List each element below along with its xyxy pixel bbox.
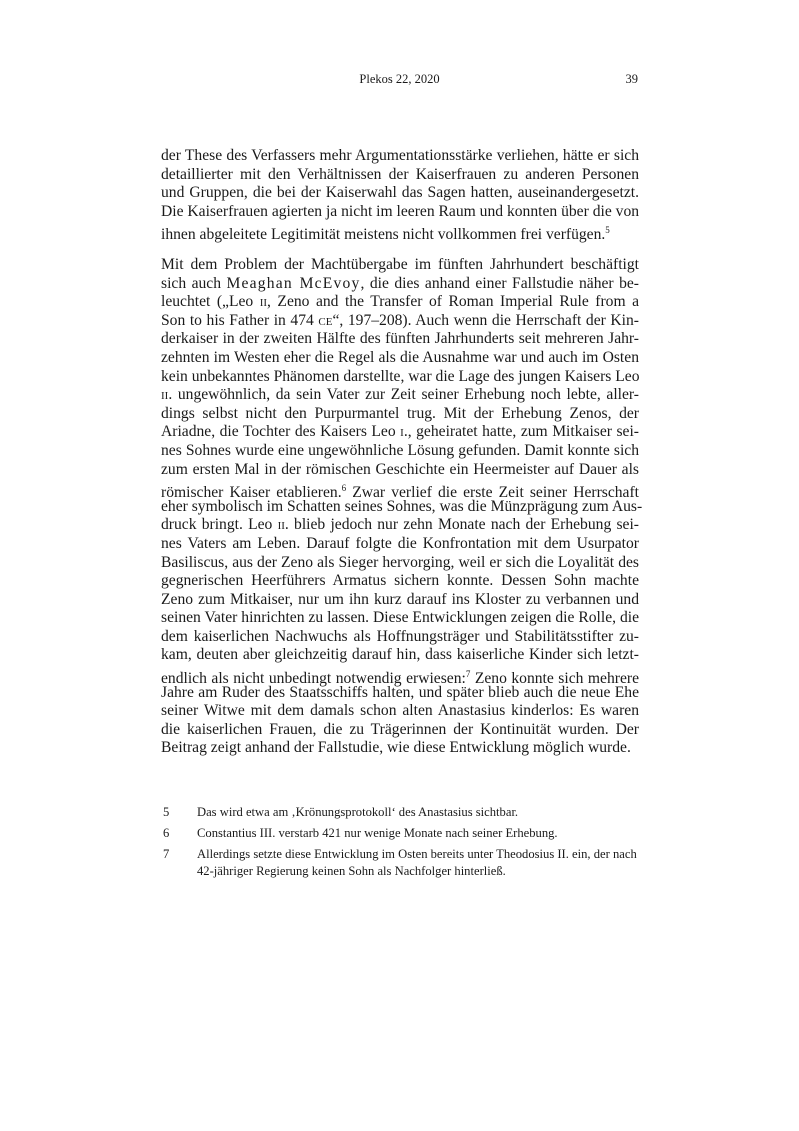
footnote-text: Das wird etwa am ‚Krönungsprotokoll‘ des Anastasius sichtbar. [197, 805, 519, 819]
text-segment: ihnen abgeleitete Legitimität meistens nicht vollkommen frei verfügen. [161, 226, 606, 244]
text-segment: zehnten im Westen eher die Regel als die Ausnahme war und auch im Osten [161, 348, 639, 366]
text-line [161, 349, 639, 368]
small-caps-text: ii [161, 386, 169, 404]
text-segment: “, 197–208). Auch wenn die Herrschaft der Kin- [332, 311, 639, 329]
text-segment: derkaiser in der zweiten Hälfte des fünften Jahrhunderts seit mehreren Jahr- [161, 330, 639, 348]
text-line [161, 497, 643, 517]
footnote-7 [161, 846, 639, 880]
text-line [161, 646, 639, 665]
footnote-text: Allerdings setzte diese Entwicklung im Osten bereits unter Theodosius II. ein, der nach 42-jähriger Regierung keinen Sohn als Nachfolger hinterließ. [197, 847, 637, 878]
text-line [161, 721, 639, 740]
author-name: Meaghan McEvoy [226, 274, 361, 292]
footnote-number: 5 [163, 805, 170, 819]
text-line [161, 293, 639, 312]
text-line [161, 312, 639, 331]
text-segment: Zeno zum Mitkaiser, nur um ihn kurz darauf ins Kloster zu verbannen und [161, 590, 639, 608]
text-segment: die kaiserlichen Frauen, die zu Trägerinnen der Kontinuität wurden. Der [161, 720, 639, 738]
text-segment: Beitrag zeigt anhand der Fallstudie, wie diese Entwicklung möglich wurde. [161, 739, 631, 757]
text-line [161, 461, 639, 480]
text-segment: kein unbekanntes Phänomen darstellte, war die Lage des jungen Kaisers Leo [161, 367, 640, 385]
text-segment: kam, deuten aber gleichzeitig darauf hin, dass kaiserliche Kinder sich letzt- [161, 646, 639, 664]
text-line [161, 184, 639, 203]
text-segment: und Gruppen, die bei der Kaiserwahl das Sagen hatten, auseinandergesetzt. [161, 184, 639, 202]
text-segment: nes Vaters am Leben. Darauf folgte die Konfrontation mit dem Usurpator [161, 534, 639, 552]
text-line [161, 221, 639, 244]
text-line [161, 330, 639, 349]
text-segment: Son to his Father in 474 [161, 311, 319, 329]
footnote-text: Constantius III. verstarb 421 nur wenige Monate nach seiner Erhebung. [197, 826, 558, 840]
text-line [161, 368, 639, 387]
text-segment: gegnerischen Heerführers Armatus sichern konnte. Dessen Sohn machte [161, 572, 639, 590]
footnotes [161, 804, 639, 884]
text-line [161, 147, 639, 166]
text-segment: seiner Witwe mit dem damals schon alten Anastasius kinderlos: Es waren [161, 702, 639, 720]
footnote-marker: 7 [465, 669, 471, 680]
text-segment: Jahre am Ruder des Staatsschiffs halten, und später blieb auch die neue Ehe [161, 683, 639, 701]
footnote-marker: 6 [341, 483, 347, 494]
text-line [161, 665, 639, 688]
text-line [161, 591, 639, 610]
text-segment: nes Sohnes wurde eine ungewöhnliche Lösung gefunden. Damit konnte sich [161, 441, 639, 459]
small-caps-text: i [400, 423, 404, 441]
text-segment: seinen Vater hinrichten zu lassen. Diese Entwicklungen zeigen die Rolle, die [161, 609, 639, 627]
footnote-marker: 5 [605, 225, 610, 236]
running-title: Plekos 22, 2020 [359, 72, 440, 86]
text-line [161, 423, 639, 442]
text-line [161, 554, 639, 573]
text-segment: Zwar verlief die erste Zeit seiner Herrschaft [346, 484, 639, 502]
text-segment: Ariadne, die Tochter des Kaisers Leo [161, 423, 401, 441]
text-segment: leuchtet („Leo [161, 293, 260, 311]
text-segment: dem kaiserlichen Nachwuchs als Hoffnungsträger und Stabilitätsstifter zu- [161, 627, 639, 645]
text-line [161, 516, 639, 535]
text-line [161, 166, 639, 185]
text-line [161, 203, 639, 222]
paragraph-2 [161, 256, 643, 758]
text-segment: der These des Verfassers mehr Argumentationsstärke verliehen, hätte er sich [161, 147, 639, 164]
text-segment: sich auch [161, 274, 227, 292]
text-line [161, 702, 639, 721]
text-segment: römischer Kaiser etablieren. [161, 484, 342, 502]
text-line [161, 442, 639, 461]
text-line [161, 628, 639, 647]
text-line [161, 739, 639, 758]
text-segment: eher symbolisch im Schatten seines Sohnes, was die Münzprägung zum Aus- [161, 497, 643, 515]
footnote-6 [161, 825, 639, 842]
text-line [161, 386, 639, 405]
paragraph-1 [161, 147, 640, 244]
text-segment: druck bringt. Leo [161, 516, 278, 534]
text-segment: detaillierter mit den Verhältnissen der Kaiserfrauen zu anderen Personen [161, 165, 639, 183]
text-line [161, 572, 639, 591]
small-caps-text: ii [277, 516, 285, 534]
text-segment: endlich als nicht unbedingt notwendig erwiesen: [161, 670, 466, 688]
text-line [161, 275, 639, 294]
footnote-number: 6 [163, 826, 170, 840]
text-segment: , die dies anhand einer Fallstudie näher be- [360, 274, 639, 292]
small-caps-text: ii [259, 293, 268, 311]
page-number: 39 [625, 72, 638, 86]
text-line [161, 609, 639, 628]
text-line [161, 535, 639, 554]
text-segment: dings selbst nicht den Purpurmantel trug. Mit der Erhebung Zenos, der [161, 404, 639, 422]
text-segment: , Zeno and the Transfer of Roman Imperial Rule from a [267, 293, 639, 311]
text-segment: Die Kaiserfrauen agierten ja nicht im leeren Raum und konnten über die von [161, 202, 640, 220]
text-segment: zum ersten Mal in der römischen Geschichte ein Heermeister auf Dauer als [161, 460, 639, 478]
text-segment: Mit dem Problem der Machtübergabe im fünften Jahrhundert beschäftigt [161, 256, 639, 273]
text-line [161, 405, 639, 424]
text-segment: . blieb jedoch nur zehn Monate nach der Erhebung sei- [284, 516, 639, 534]
text-segment: Zeno konnte sich mehrere [470, 670, 639, 688]
text-segment: . ungewöhnlich, da sein Vater zur Zeit seiner Erhebung noch lebte, aller- [168, 386, 639, 404]
footnote-number: 7 [163, 847, 170, 861]
text-segment: Basiliscus, aus der Zeno als Sieger hervorging, weil er sich die Loyalität des [161, 553, 639, 571]
text-line [161, 684, 639, 703]
small-caps-text: ce [318, 311, 333, 329]
text-line [161, 479, 639, 502]
text-line [161, 256, 639, 275]
footnote-5 [161, 804, 639, 821]
text-segment: ., geheiratet hatte, zum Mitkaiser sei- [403, 423, 639, 441]
